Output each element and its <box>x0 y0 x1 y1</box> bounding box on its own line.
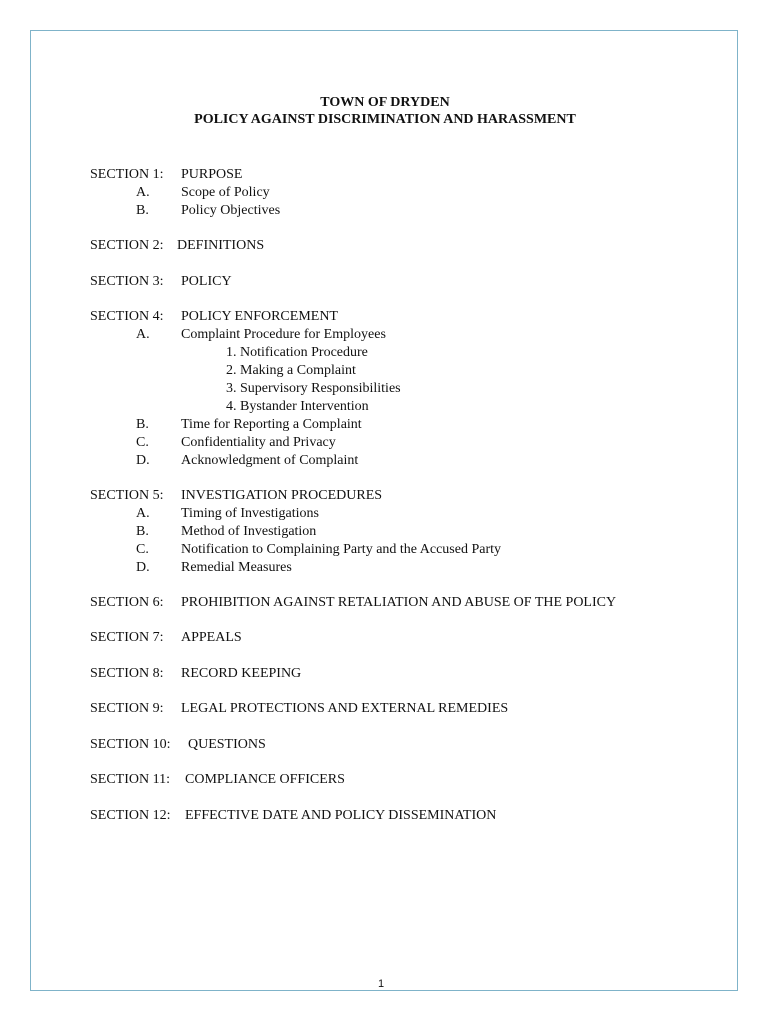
subsection-item <box>90 559 730 577</box>
section-title: QUESTIONS <box>188 736 266 752</box>
toc-section-6 <box>90 594 730 612</box>
section-title: INVESTIGATION PROCEDURES <box>181 487 383 503</box>
table-of-contents <box>90 166 730 825</box>
subsection-item <box>90 326 730 344</box>
subsection-item <box>90 184 730 202</box>
section-heading <box>90 629 730 647</box>
section-label: SECTION 10: <box>90 736 171 752</box>
section-title: LEGAL PROTECTIONS AND EXTERNAL REMEDIES <box>181 701 509 717</box>
numbered-item <box>90 380 730 398</box>
section-label: SECTION 1: <box>90 167 164 182</box>
numbered-item-title: 1. Notification Procedure <box>226 345 368 361</box>
subsection-item <box>90 434 730 452</box>
subsection-letter: A. <box>136 185 150 200</box>
subsection-title: Scope of Policy <box>181 185 270 200</box>
section-label: SECTION 8: <box>90 665 164 681</box>
section-title: RECORD KEEPING <box>181 665 302 681</box>
toc-section-9 <box>90 700 730 718</box>
toc-section-11 <box>90 771 730 789</box>
toc-section-8 <box>90 665 730 683</box>
numbered-item-title: 4. Bystander Intervention <box>226 398 369 414</box>
subsection-title: Method of Investigation <box>181 523 317 539</box>
subsection-item <box>90 505 730 523</box>
subsection-title: Policy Objectives <box>181 202 281 218</box>
section-heading <box>90 273 730 291</box>
subsection-item <box>90 523 730 541</box>
subsection-item <box>90 452 730 470</box>
subsection-letter: C. <box>136 434 149 450</box>
section-title: POLICY <box>181 273 232 289</box>
section-heading <box>90 594 730 612</box>
subsection-title: Remedial Measures <box>181 559 292 575</box>
toc-section-3 <box>90 273 730 291</box>
section-title: EFFECTIVE DATE AND POLICY DISSEMINATION <box>185 807 497 823</box>
document-title: TOWN OF DRYDEN <box>320 95 450 110</box>
subsection-letter: B. <box>136 202 149 218</box>
section-heading <box>90 166 730 184</box>
numbered-item <box>90 344 730 362</box>
subsection-title: Acknowledgment of Complaint <box>181 452 359 468</box>
numbered-item <box>90 398 730 416</box>
subsection-letter: D. <box>136 452 150 468</box>
subsection-letter: C. <box>136 541 149 557</box>
toc-section-4 <box>90 308 730 469</box>
section-label: SECTION 5: <box>90 487 164 503</box>
section-heading <box>90 736 730 754</box>
section-label: SECTION 7: <box>90 630 164 646</box>
section-heading <box>90 308 730 326</box>
subsection-letter: D. <box>136 559 150 575</box>
section-title: DEFINITIONS <box>177 238 265 254</box>
numbered-item <box>90 362 730 380</box>
section-label: SECTION 9: <box>90 701 164 717</box>
section-label: SECTION 4: <box>90 309 164 325</box>
section-label: SECTION 11: <box>90 772 170 788</box>
subsection-item <box>90 541 730 559</box>
toc-section-10 <box>90 736 730 754</box>
section-label: SECTION 12: <box>90 807 171 823</box>
toc-section-1 <box>90 166 730 220</box>
section-title: PROHIBITION AGAINST RETALIATION AND ABUSE OF THE POLICY <box>181 594 617 610</box>
section-title: PURPOSE <box>181 167 243 182</box>
subsection-letter: A. <box>136 505 150 521</box>
section-title: APPEALS <box>181 630 242 646</box>
subsection-item <box>90 202 730 220</box>
toc-section-2 <box>90 237 730 255</box>
document-subtitle: POLICY AGAINST DISCRIMINATION AND HARASSMENT <box>194 112 576 127</box>
section-title: COMPLIANCE OFFICERS <box>185 772 345 788</box>
section-label: SECTION 2: <box>90 238 164 254</box>
subsection-title: Complaint Procedure for Employees <box>181 327 386 343</box>
section-heading <box>90 771 730 789</box>
toc-section-7 <box>90 629 730 647</box>
subsection-title: Confidentiality and Privacy <box>181 434 336 450</box>
numbered-item-title: 2. Making a Complaint <box>226 363 356 379</box>
section-heading <box>90 237 730 255</box>
toc-section-12 <box>90 807 730 825</box>
subsection-letter: B. <box>136 416 149 432</box>
section-title: POLICY ENFORCEMENT <box>181 309 338 325</box>
toc-section-5 <box>90 487 730 577</box>
section-heading <box>90 807 730 825</box>
section-heading <box>90 487 730 505</box>
subsection-letter: A. <box>136 327 150 343</box>
subsection-title: Timing of Investigations <box>181 505 319 521</box>
subsection-title: Notification to Complaining Party and the Accused Party <box>181 541 501 557</box>
section-heading <box>90 700 730 718</box>
subsection-item <box>90 416 730 434</box>
numbered-item-title: 3. Supervisory Responsibilities <box>226 380 401 396</box>
section-label: SECTION 6: <box>90 594 164 610</box>
section-label: SECTION 3: <box>90 273 164 289</box>
page-number: 1 <box>377 978 385 990</box>
subsection-title: Time for Reporting a Complaint <box>181 416 362 432</box>
subsection-letter: B. <box>136 523 149 539</box>
section-heading <box>90 665 730 683</box>
